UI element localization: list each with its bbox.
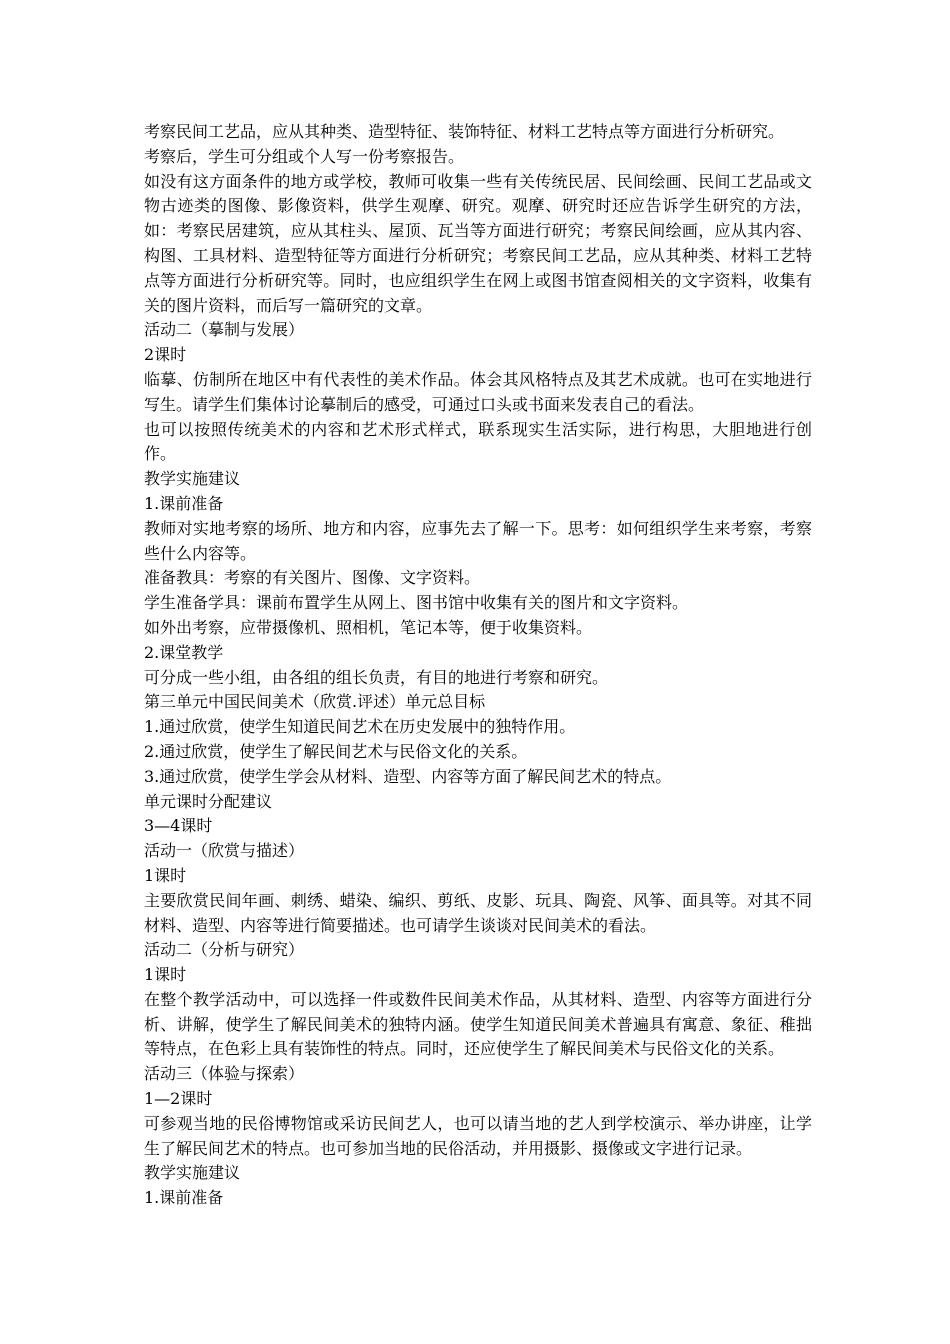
paragraph: 可参观当地的民俗博物馆或采访民间艺人，也可以请当地的艺人到学校演示、举办讲座，让学生了解民间艺术的特点。也可参加当地的民俗活动，并用摄影、摄像或文字进行记录。 [144, 1113, 812, 1158]
paragraph: 在整个教学活动中，可以选择一件或数件民间美术作品，从其材料、造型、内容等方面进行分析、讲解，使学生了解民间美术的独特内涵。使学生知道民间美术普遍具有寓意、象征、稚拙等特点，在色彩上具有装饰性的特点。同时，还应使学生了解民间美术与民俗文化的关系。 [144, 989, 812, 1059]
paragraph: 教师对实地考察的场所、地方和内容，应事先去了解一下。思考：如何组织学生来考察，考察些什么内容等。 [144, 518, 812, 563]
document-body [144, 120, 812, 1211]
paragraph: 考察后，学生可分组或个人写一份考察报告。 [144, 146, 465, 166]
unit-heading: 第三单元中国民间美术（欣赏.评述）单元总目标 [144, 692, 486, 712]
paragraph: 可分成一些小组，由各组的组长负责，有目的地进行考察和研究。 [144, 667, 609, 687]
goal-item: 2.通过欣赏，使学生了解民间艺术与民俗文化的关系。 [144, 741, 528, 761]
section-heading: 教学实施建议 [144, 1163, 241, 1183]
section-heading: 活动三（体验与探索） [144, 1064, 305, 1084]
paragraph: 考察民间工艺品，应从其种类、造型特征、装饰特征、材料工艺特点等方面进行分析研究。 [144, 122, 785, 141]
lesson-hours: 2课时 [144, 345, 187, 365]
lesson-hours: 1—2课时 [144, 1089, 213, 1109]
subsection-heading: 1.课前准备 [144, 1188, 224, 1208]
lesson-hours: 3—4课时 [144, 816, 213, 836]
paragraph: 学生准备学具：课前布置学生从网上、图书馆中收集有关的图片和文字资料。 [144, 593, 689, 613]
section-heading: 活动一（欣赏与描述） [144, 841, 305, 861]
goal-item: 1.通过欣赏，使学生知道民间艺术在历史发展中的独特作用。 [144, 717, 576, 737]
lesson-hours: 1课时 [144, 965, 187, 985]
lesson-hours: 1课时 [144, 865, 187, 885]
paragraph: 如外出考察，应带摄像机、照相机，笔记本等，便于收集资料。 [144, 617, 593, 637]
section-heading: 教学实施建议 [144, 469, 241, 489]
paragraph: 临摹、仿制所在地区中有代表性的美术作品。体会其风格特点及其艺术成就。也可在实地进行写生。请学生们集体讨论摹制后的感受，可通过口头或书面来发表自己的看法。 [144, 369, 812, 414]
section-heading: 活动二（分析与研究） [144, 940, 305, 960]
paragraph: 准备教具：考察的有关图片、图像、文字资料。 [144, 568, 481, 588]
subsection-heading: 1.课前准备 [144, 493, 224, 513]
subsection-heading: 2.课堂教学 [144, 642, 224, 662]
paragraph: 也可以按照传统美术的内容和艺术形式样式，联系现实生活实际，进行构思，大胆地进行创作。 [144, 419, 812, 464]
section-heading: 活动二（摹制与发展） [144, 320, 305, 340]
section-heading: 单元课时分配建议 [144, 791, 273, 811]
paragraph: 主要欣赏民间年画、刺绣、蜡染、编织、剪纸、皮影、玩具、陶瓷、风筝、面具等。对其不同材料、造型、内容等进行简要描述。也可请学生谈谈对民间美术的看法。 [144, 890, 812, 935]
goal-item: 3.通过欣赏，使学生学会从材料、造型、内容等方面了解民间艺术的特点。 [144, 766, 672, 786]
paragraph: 如没有这方面条件的地方或学校，教师可收集一些有关传统民居、民间绘画、民间工艺品或文物古迹类的图像、影像资料，供学生观摩、研究。观摩、研究时还应告诉学生研究的方法，如：考察民居建筑，应从其柱头、屋顶、瓦当等方面进行研究；考察民间绘画，应从其内容、构图、工具材料、造型特征等方面进行分析研究；考察民间工艺品，应从其种类、材料工艺特点等方面进行分析研究等。同时，也应组织学生在网上或图书馆查阅相关的文字资料，收集有关的图片资料，而后写一篇研究的文章。 [144, 171, 812, 315]
